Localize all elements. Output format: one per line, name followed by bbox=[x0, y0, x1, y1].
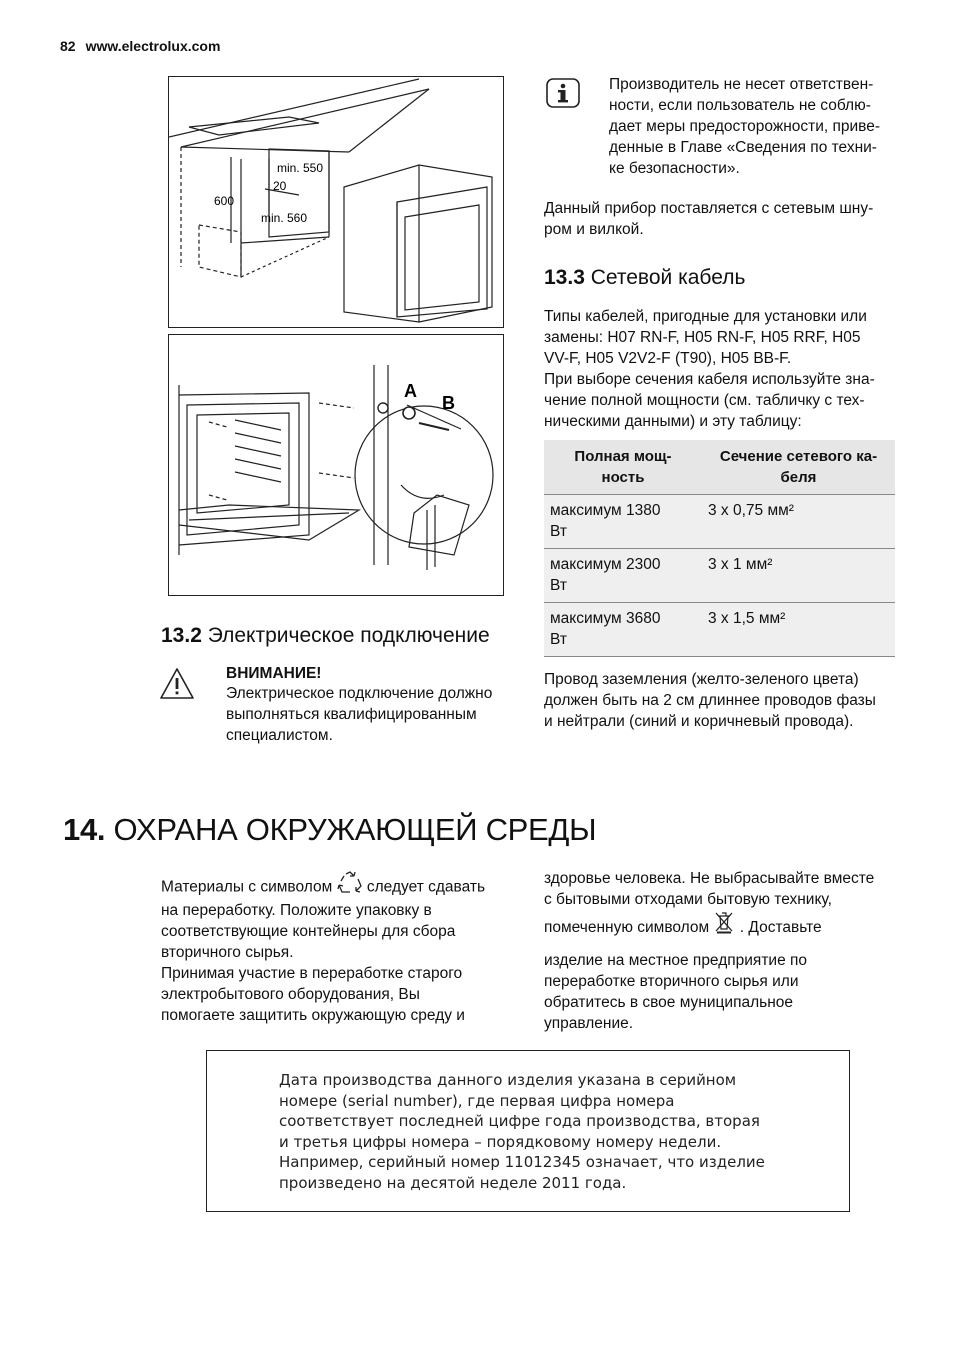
plug-line: ром и вилкой. bbox=[544, 221, 644, 238]
section-13-3-heading bbox=[544, 266, 745, 290]
cable-intro-line: замены: H07 RN-F, H05 RN-F, H05 RRF, H05 bbox=[544, 329, 861, 346]
info-icon bbox=[545, 76, 581, 112]
info-note-line: ности, если пользователь не соблю- bbox=[609, 97, 871, 114]
env-left-line: на переработку. Положите упаковку в bbox=[161, 902, 432, 919]
installation-figure bbox=[168, 76, 504, 328]
section-14-heading bbox=[63, 812, 596, 848]
env-left-line: электробытового оборудования, Вы bbox=[161, 986, 420, 1003]
info-note-line: Производитель не несет ответствен- bbox=[609, 76, 874, 93]
dim-min560-label: min. 560 bbox=[261, 211, 308, 225]
info-note-text bbox=[609, 74, 880, 179]
section-number: 13.2 bbox=[161, 624, 202, 647]
warning-line: Электрическое подключение должно bbox=[226, 685, 493, 702]
page-header bbox=[60, 38, 220, 54]
env-left-line: вторичного сырья. bbox=[161, 944, 294, 961]
warning-title: ВНИМАНИЕ! bbox=[226, 665, 322, 682]
table-header-row bbox=[544, 440, 895, 495]
dim-600-label: 600 bbox=[214, 194, 235, 208]
env-left-line: соответствующие контейнеры для сбора bbox=[161, 923, 456, 940]
table-row bbox=[544, 549, 895, 603]
section-title: Электрическое подключение bbox=[207, 624, 490, 647]
production-line: и третья цифры номера – порядковому номеру недели. bbox=[279, 1132, 722, 1151]
env-left-line: помогаете защитить окружающую среду и bbox=[161, 1007, 465, 1024]
env-right-line: здоровье человека. Не выбрасывайте вместе bbox=[544, 870, 875, 887]
table-row bbox=[544, 603, 895, 657]
website-link[interactable]: www.electrolux.com bbox=[85, 38, 221, 54]
warning-line: специалистом. bbox=[226, 727, 333, 744]
warning-line: выполняться квалифицированным bbox=[226, 706, 477, 723]
env-text: . Доставьте bbox=[739, 919, 822, 937]
production-date-text bbox=[279, 1070, 765, 1193]
chapter-title: ОХРАНА ОКРУЖАЮЩЕЙ СРЕДЫ bbox=[113, 812, 597, 847]
env-text: следует сдавать bbox=[366, 878, 486, 896]
warning-block bbox=[226, 665, 492, 746]
env-right-line: изделие на местное предприятие по bbox=[544, 952, 808, 969]
dim-min550-label: min. 550 bbox=[277, 161, 324, 175]
env-right-line: управление. bbox=[544, 1015, 634, 1032]
production-line: соответствует последней цифре года производства, вторая bbox=[279, 1112, 760, 1130]
env-right-line: с бытовыми отходами бытовую технику, bbox=[544, 891, 832, 908]
plug-line: Данный прибор поставляется с сетевым шну- bbox=[544, 200, 874, 217]
info-note-line: ке безопасности». bbox=[609, 160, 740, 177]
power-cell: максимум 1380 Вт bbox=[544, 495, 702, 549]
installation-drawing bbox=[169, 77, 503, 327]
section-13-2-heading bbox=[161, 624, 490, 648]
cable-intro-line: VV-F, H05 V2V2-F (T90), H05 BB-F. bbox=[544, 350, 792, 367]
env-left-line: Принимая участие в переработке старого bbox=[161, 965, 463, 982]
header-power: Полная мощ- ность bbox=[544, 440, 702, 495]
production-line: номере (serial number), где первая цифра номера bbox=[279, 1091, 675, 1110]
production-line: Например, серийный номер 11012345 означает, что изделие bbox=[279, 1153, 765, 1171]
section-number: 13.3 bbox=[544, 266, 585, 289]
cable-intro-line: При выборе сечения кабеля используйте зна- bbox=[544, 371, 875, 388]
ground-note-line: должен быть на 2 см длиннее проводов фазы bbox=[544, 692, 876, 709]
crossed-bin-icon bbox=[713, 910, 735, 946]
cable-types-text bbox=[544, 306, 875, 432]
section-cell: 3 x 0,75 мм² bbox=[702, 495, 895, 549]
ground-note-line: и нейтрали (синий и коричневый провода). bbox=[544, 713, 854, 730]
info-note-line: дает меры предосторожности, приве- bbox=[609, 118, 881, 135]
env-symbol-line bbox=[544, 910, 904, 942]
power-cell: максимум 2300 Вт bbox=[544, 549, 702, 603]
env-text: помеченную символом bbox=[544, 919, 710, 937]
section-cell: 3 x 1,5 мм² bbox=[702, 603, 895, 657]
env-text: Материалы с символом bbox=[161, 878, 333, 896]
env-left-column bbox=[161, 870, 521, 1026]
env-right-line: обратитесь в свое муниципальное bbox=[544, 994, 793, 1011]
section-title: Сетевой кабель bbox=[590, 266, 746, 289]
production-line: Дата производства данного изделия указана в серийном bbox=[279, 1071, 737, 1089]
cable-intro-line: ническими данными) и эту таблицу: bbox=[544, 413, 802, 430]
cable-table bbox=[544, 440, 895, 657]
mounting-drawing bbox=[169, 335, 503, 595]
plug-supply-text bbox=[544, 198, 873, 240]
cable-intro-line: Типы кабелей, пригодные для установки или bbox=[544, 308, 867, 325]
header-section: Сечение сетевого ка- беля bbox=[702, 440, 895, 495]
label-a: A bbox=[404, 381, 417, 401]
dim-20-label: 20 bbox=[273, 179, 287, 193]
section-cell: 3 x 1 мм² bbox=[702, 549, 895, 603]
chapter-number: 14. bbox=[63, 812, 106, 847]
ground-note-line: Провод заземления (желто-зеленого цвета) bbox=[544, 671, 859, 688]
env-right-column bbox=[544, 868, 904, 1034]
label-b: B bbox=[442, 393, 455, 413]
env-right-line: переработке вторичного сырья или bbox=[544, 973, 799, 990]
table-row bbox=[544, 495, 895, 549]
production-line: произведено на десятой неделе 2011 года. bbox=[279, 1173, 627, 1192]
power-cell: максимум 3680 Вт bbox=[544, 603, 702, 657]
mounting-figure bbox=[168, 334, 504, 596]
warning-icon bbox=[158, 666, 196, 702]
ground-wire-note bbox=[544, 669, 876, 732]
cable-intro-line: чение полной мощности (см. табличку с тех- bbox=[544, 392, 865, 409]
env-left-first-line bbox=[161, 870, 521, 900]
page-number: 82 bbox=[60, 38, 76, 54]
info-note-line: денные в Главе «Сведения по техни- bbox=[609, 139, 877, 156]
